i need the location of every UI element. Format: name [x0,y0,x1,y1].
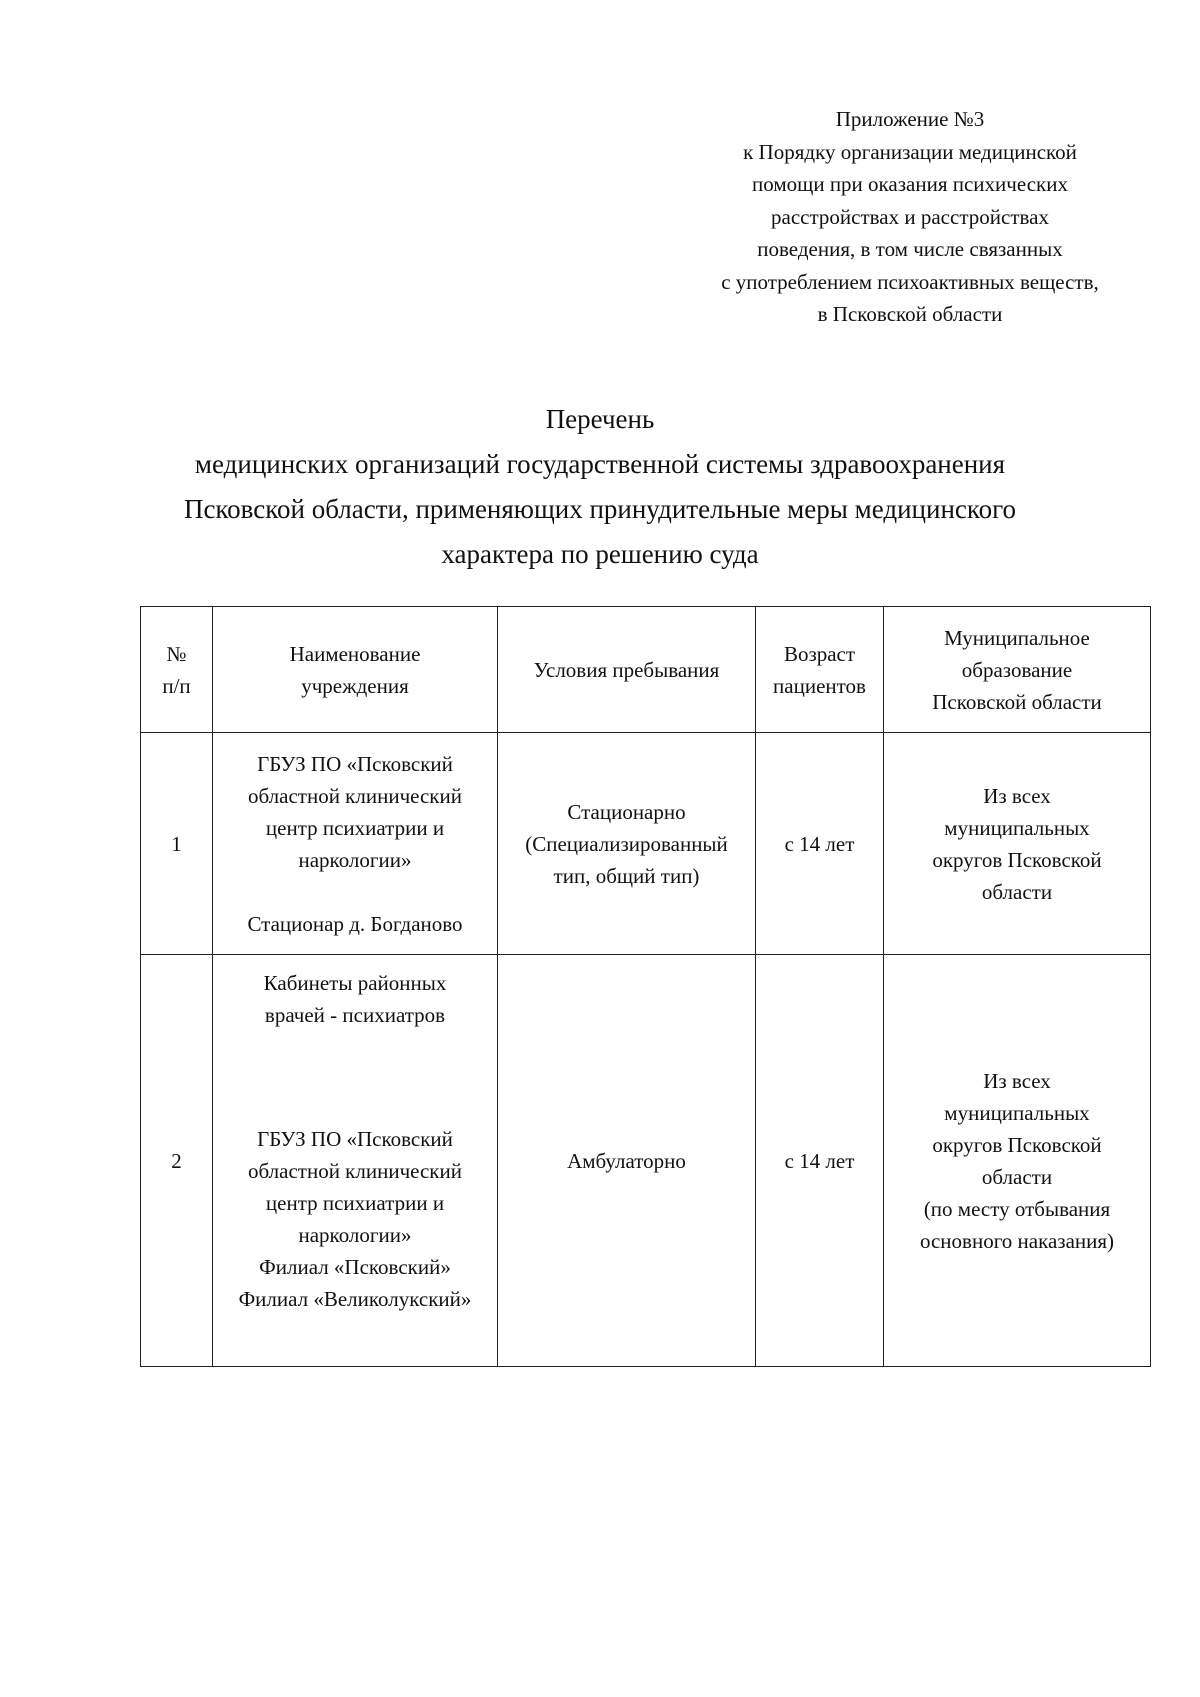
row-municipality: Из всех муниципальных округов Псковской области [884,733,1151,955]
row-institution: Кабинеты районных врачей - психиатров ГБУЗ ПО «Псковский областной клинический центр психиатрии и наркологии» Филиал «Псковский» Филиал «Великолукский» [213,955,498,1367]
header-municipality: Муниципальное образование Псковской области [884,607,1151,733]
appendix-line: с употреблением психоактивных веществ, [721,269,1099,294]
header-conditions: Условия пребывания [498,607,756,733]
organizations-table [140,606,1151,1367]
row-number: 2 [141,955,213,1367]
row-age: с 14 лет [756,733,884,955]
appendix-line: расстройствах и расстройствах [771,204,1049,229]
row-conditions: Амбулаторно [498,955,756,1367]
appendix-line: помощи при оказания психических [752,172,1068,196]
appendix-line: в Псковской области [817,302,1003,326]
row-number: 1 [141,733,213,955]
table-row [141,733,1151,955]
title-line: характера по решению суда [441,539,759,569]
title-line: медицинских организаций государственной системы здравоохранения [194,449,1006,479]
row-conditions: Стационарно (Специализированный тип, общий тип) [498,733,756,955]
row-municipality: Из всех муниципальных округов Псковской области (по месту отбывания основного наказания) [884,955,1151,1367]
header-age: Возраст пациентов [756,607,884,733]
appendix-line: Приложение №3 [835,107,985,131]
header-number: № п/п [141,607,213,733]
appendix-line: к Порядку организации медицинской [743,139,1077,164]
appendix-block [690,103,1130,331]
row-institution: ГБУЗ ПО «Псковский областной клинический центр психиатрии и наркологии» Стационар д. Богданово [213,733,498,955]
title-line: Перечень [545,404,655,434]
row-age: с 14 лет [756,955,884,1367]
document-title [130,397,1070,577]
appendix-line: поведения, в том числе связанных [757,237,1063,261]
table-header-row [141,607,1151,733]
header-institution: Наименование учреждения [213,607,498,733]
table-row [141,955,1151,1367]
title-line: Псковской области, применяющих принудительные меры медицинского [183,494,1017,524]
